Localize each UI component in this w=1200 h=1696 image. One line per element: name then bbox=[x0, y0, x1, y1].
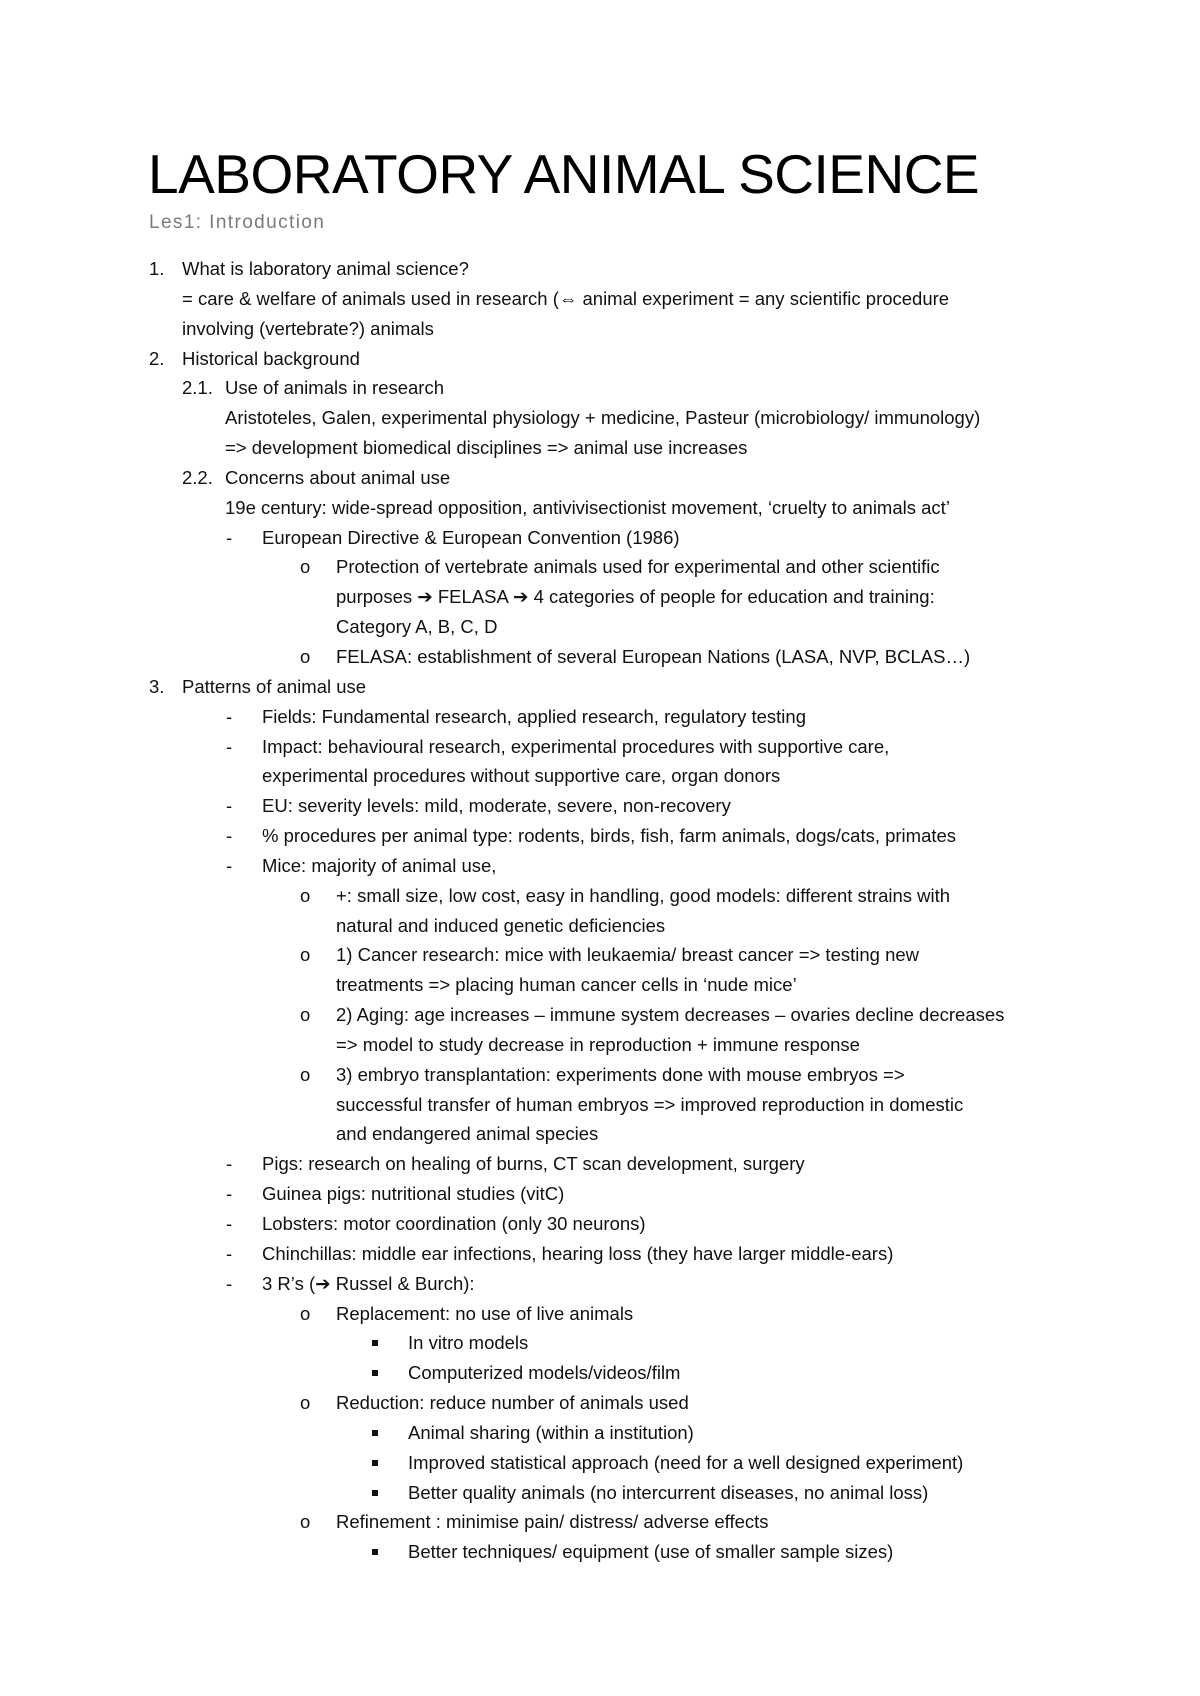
outline-line bbox=[0, 911, 1200, 941]
outline-line bbox=[0, 881, 1200, 911]
list-marker: - bbox=[226, 825, 233, 847]
outline-line bbox=[0, 851, 1200, 881]
list-item-text: Better techniques/ equipment (use of smaller sample sizes) bbox=[408, 1541, 894, 1563]
list-marker: o bbox=[300, 1302, 311, 1324]
outline-line bbox=[0, 1448, 1200, 1478]
list-item-text: Chinchillas: middle ear infections, hearing loss (they have larger middle-ears) bbox=[262, 1242, 894, 1264]
outline-line bbox=[0, 642, 1200, 672]
list-item-text: = care & welfare of animals used in research (⇔ animal experiment = any scientific procedure bbox=[182, 287, 950, 309]
list-item-text: In vitro models bbox=[408, 1332, 529, 1354]
list-marker: o bbox=[300, 884, 311, 906]
outline-line bbox=[0, 433, 1200, 463]
outline-line bbox=[0, 1119, 1200, 1149]
list-item-text: successful transfer of human embryos => improved reproduction in domestic bbox=[336, 1093, 964, 1115]
outline-line bbox=[0, 254, 1200, 284]
outline-line bbox=[0, 791, 1200, 821]
list-marker: - bbox=[226, 795, 233, 817]
list-item-text: Computerized models/videos/film bbox=[408, 1362, 681, 1384]
list-item-text: Patterns of animal use bbox=[182, 675, 367, 697]
list-item-text: Replacement: no use of live animals bbox=[336, 1302, 634, 1324]
outline-line bbox=[0, 1299, 1200, 1329]
list-item-text: 3) embryo transplantation: experiments done with mouse embryos => bbox=[336, 1063, 905, 1085]
list-item-text: Improved statistical approach (need for a well designed experiment) bbox=[408, 1451, 964, 1473]
list-item-text: purposes ➔ FELASA ➔ 4 categories of people for education and training: bbox=[336, 586, 935, 608]
list-item-text: EU: severity levels: mild, moderate, severe, non-recovery bbox=[262, 795, 731, 817]
outline-line bbox=[0, 1358, 1200, 1388]
list-marker: - bbox=[226, 854, 233, 876]
list-marker: 2. bbox=[149, 347, 165, 369]
list-marker: - bbox=[226, 1183, 233, 1205]
outline-line bbox=[0, 1000, 1200, 1030]
list-marker: - bbox=[226, 1213, 233, 1234]
list-item-text: Guinea pigs: nutritional studies (vitC) bbox=[262, 1183, 565, 1205]
list-item-text: +: small size, low cost, easy in handling, good models: different strains with bbox=[336, 884, 951, 906]
outline-line bbox=[0, 940, 1200, 970]
list-marker: - bbox=[226, 1153, 233, 1175]
outline-line bbox=[0, 702, 1200, 732]
outline-line bbox=[0, 1030, 1200, 1060]
list-marker: o bbox=[300, 1511, 311, 1533]
list-marker: 1. bbox=[149, 258, 165, 279]
list-item-text: natural and induced genetic deficiencies bbox=[336, 914, 666, 936]
outline-line bbox=[0, 672, 1200, 702]
list-item-text: Aristoteles, Galen, experimental physiology + medicine, Pasteur (microbiology/ immunology) bbox=[225, 407, 981, 429]
outline-line bbox=[0, 582, 1200, 612]
list-marker: - bbox=[226, 705, 233, 727]
outline-line bbox=[0, 552, 1200, 582]
outline-line bbox=[0, 1269, 1200, 1299]
outline-line bbox=[0, 1209, 1200, 1239]
list-item-text: Lobsters: motor coordination (only 30 neurons) bbox=[262, 1213, 646, 1234]
outline-line bbox=[0, 732, 1200, 762]
list-item-text: Animal sharing (within a institution) bbox=[408, 1421, 694, 1443]
outline-line bbox=[0, 821, 1200, 851]
list-item-text: Protection of vertebrate animals used for experimental and other scientific bbox=[336, 556, 940, 578]
list-item-text: % procedures per animal type: rodents, birds, fish, farm animals, dogs/cats, primates bbox=[262, 825, 957, 847]
outline-line bbox=[0, 1179, 1200, 1209]
list-marker: o bbox=[300, 556, 311, 578]
outline-line bbox=[0, 1537, 1200, 1567]
list-marker: o bbox=[300, 944, 311, 966]
list-marker: o bbox=[300, 1063, 311, 1085]
list-marker: - bbox=[226, 526, 233, 548]
document-title: LABORATORY ANIMAL SCIENCE bbox=[148, 143, 980, 205]
outline-line bbox=[0, 1507, 1200, 1537]
list-item-text: FELASA: establishment of several European Nations (LASA, NVP, BCLAS…) bbox=[336, 645, 971, 667]
list-item-text: Mice: majority of animal use, bbox=[262, 854, 497, 876]
list-item-text: Refinement : minimise pain/ distress/ adverse effects bbox=[336, 1511, 769, 1533]
list-marker: o bbox=[300, 1392, 311, 1414]
outline-line bbox=[0, 1478, 1200, 1508]
outline-line bbox=[0, 344, 1200, 374]
outline-line bbox=[0, 1328, 1200, 1358]
outline-line bbox=[0, 284, 1200, 314]
list-item-text: Category A, B, C, D bbox=[336, 616, 498, 638]
square-bullet-icon bbox=[372, 1430, 378, 1436]
outline-line bbox=[0, 314, 1200, 344]
list-item-text: Impact: behavioural research, experimental procedures with supportive care, bbox=[262, 735, 890, 757]
list-item-text: European Directive & European Convention (1986) bbox=[262, 526, 680, 548]
list-item-text: and endangered animal species bbox=[336, 1123, 599, 1145]
list-item-text: => model to study decrease in reproduction + immune response bbox=[336, 1033, 860, 1055]
list-item-text: involving (vertebrate?) animals bbox=[182, 317, 434, 339]
outline-line bbox=[0, 403, 1200, 433]
outline-line bbox=[0, 1149, 1200, 1179]
list-item-text: Use of animals in research bbox=[225, 377, 445, 399]
outline-line bbox=[0, 970, 1200, 1000]
list-item-text: Fields: Fundamental research, applied research, regulatory testing bbox=[262, 705, 806, 727]
list-item-text: 19e century: wide-spread opposition, antivivisectionist movement, ‘cruelty to animals act’ bbox=[225, 496, 950, 518]
list-marker: 2.2. bbox=[182, 466, 213, 488]
outline-line bbox=[0, 761, 1200, 791]
list-marker: o bbox=[300, 1004, 311, 1026]
outline-line bbox=[0, 523, 1200, 553]
list-item-text: Reduction: reduce number of animals used bbox=[336, 1392, 689, 1414]
list-marker: 3. bbox=[149, 675, 165, 697]
outline-line bbox=[0, 1388, 1200, 1418]
list-item-text: Historical background bbox=[182, 347, 360, 369]
document-subtitle: Les1: Introduction bbox=[149, 212, 326, 233]
square-bullet-icon bbox=[372, 1460, 378, 1466]
square-bullet-icon bbox=[372, 1490, 378, 1496]
outline-line bbox=[0, 373, 1200, 403]
document-body bbox=[0, 254, 1200, 1567]
list-marker: - bbox=[226, 735, 233, 757]
list-marker: 2.1. bbox=[182, 377, 213, 399]
list-item-text: experimental procedures without supportive care, organ donors bbox=[262, 765, 781, 787]
square-bullet-icon bbox=[372, 1370, 378, 1376]
outline-line bbox=[0, 463, 1200, 493]
outline-line bbox=[0, 493, 1200, 523]
list-item-text: Concerns about animal use bbox=[225, 466, 451, 488]
list-item-text: 3 R’s (➔ Russel & Burch): bbox=[262, 1272, 475, 1294]
list-item-text: treatments => placing human cancer cells in ‘nude mice’ bbox=[336, 974, 797, 996]
outline-line bbox=[0, 1060, 1200, 1090]
square-bullet-icon bbox=[372, 1549, 378, 1555]
square-bullet-icon bbox=[372, 1340, 378, 1346]
list-item-text: 2) Aging: age increases – immune system decreases – ovaries decline decreases bbox=[336, 1004, 1005, 1026]
list-item-text: Pigs: research on healing of burns, CT scan development, surgery bbox=[262, 1153, 805, 1175]
list-marker: o bbox=[300, 645, 311, 667]
list-marker: - bbox=[226, 1272, 233, 1294]
list-item-text: 1) Cancer research: mice with leukaemia/ breast cancer => testing new bbox=[336, 944, 920, 966]
outline-line bbox=[0, 612, 1200, 642]
list-item-text: What is laboratory animal science? bbox=[182, 258, 469, 279]
outline-line bbox=[0, 1239, 1200, 1269]
outline-line bbox=[0, 1090, 1200, 1120]
list-item-text: => development biomedical disciplines => animal use increases bbox=[225, 437, 748, 459]
list-item-text: Better quality animals (no intercurrent diseases, no animal loss) bbox=[408, 1481, 929, 1503]
outline-line bbox=[0, 1418, 1200, 1448]
list-marker: - bbox=[226, 1242, 233, 1264]
